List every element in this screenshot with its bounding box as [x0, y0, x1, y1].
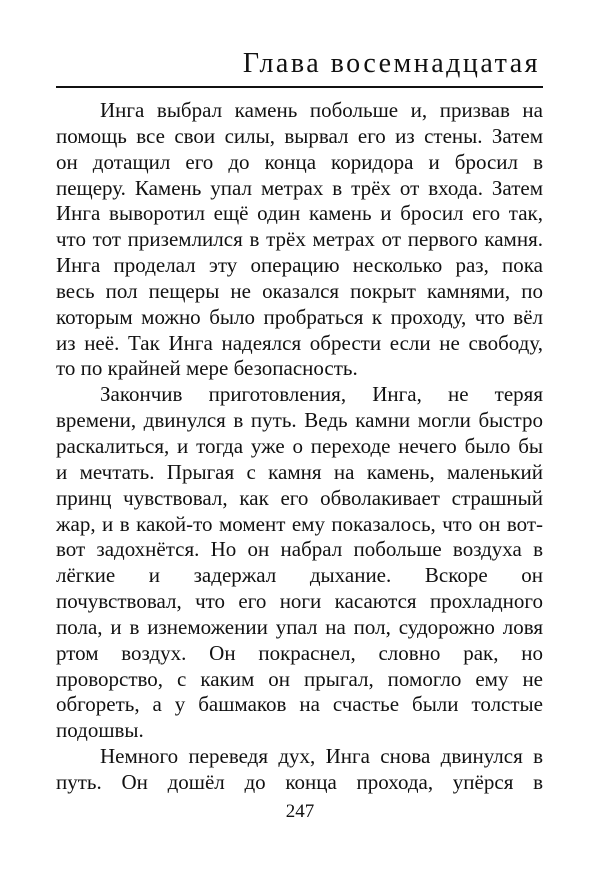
text-line: вот задохнётся. Но он набрал побольше воздуха в	[56, 537, 543, 562]
text-line: Инга выбрал камень побольше и, призвав на	[100, 98, 543, 122]
page-number: 247	[285, 801, 315, 822]
text-line: путь. Он дошёл до конца прохода, упёрся в	[56, 769, 543, 794]
body-text	[56, 98, 543, 796]
chapter-title: Глава восемнадцатая	[242, 48, 540, 79]
text-line: пещеру. Камень упал метрах в трёх от входа. Затем	[56, 175, 543, 200]
text-line: и мечтать. Прыгая с камня на камень, маленький	[56, 459, 543, 484]
text-line: пола, и в изнеможении упал на пол, судорожно ловя	[56, 614, 543, 639]
text-line: помощь все свои силы, вырвал его из стены. Затем	[56, 123, 543, 148]
text-line: обгореть, а у башмаков на счастье были толстые	[56, 692, 543, 717]
text-line: он дотащил его до конца коридора и бросил в	[56, 149, 543, 174]
text-line: времени, двинулся в путь. Ведь камни могли быстро	[56, 408, 543, 433]
text-line: подошвы.	[56, 718, 144, 743]
text-line: из неё. Так Инга надеялся обрести если не свободу,	[56, 330, 543, 355]
text-line: принц чувствовал, как его обволакивает страшный	[56, 485, 543, 510]
text-line: Инга выворотил ещё один камень и бросил его так,	[56, 201, 543, 226]
text-line: которым можно было пробраться к проходу, что вёл	[56, 304, 543, 329]
text-line: то по крайней мере безопасность.	[56, 356, 358, 381]
title-rule	[56, 86, 543, 88]
text-line: Немного переведя дух, Инга снова двинулся в	[100, 744, 543, 769]
text-line: весь пол пещеры не оказался покрыт камнями, по	[56, 278, 543, 303]
text-line: лёгкие и задержал дыхание. Вскоре он	[56, 563, 543, 588]
text-line: ртом воздух. Он покраснел, словно рак, но	[56, 640, 543, 665]
text-line: жар, и в какой-то момент ему показалось, что он вот-	[56, 511, 543, 536]
text-line: Закончив приготовления, Инга, не теряя	[100, 382, 543, 407]
text-line: почувствовал, что его ноги касаются прохладного	[56, 589, 543, 614]
text-line: Инга проделал эту операцию несколько раз, пока	[56, 253, 543, 278]
text-line: раскалиться, и тогда уже о переходе нечего было бы	[56, 433, 543, 458]
text-line: что тот приземлился в трёх метрах от первого камня.	[56, 227, 543, 252]
text-line: проворство, с каким он прыгал, помогло ему не	[56, 666, 543, 691]
